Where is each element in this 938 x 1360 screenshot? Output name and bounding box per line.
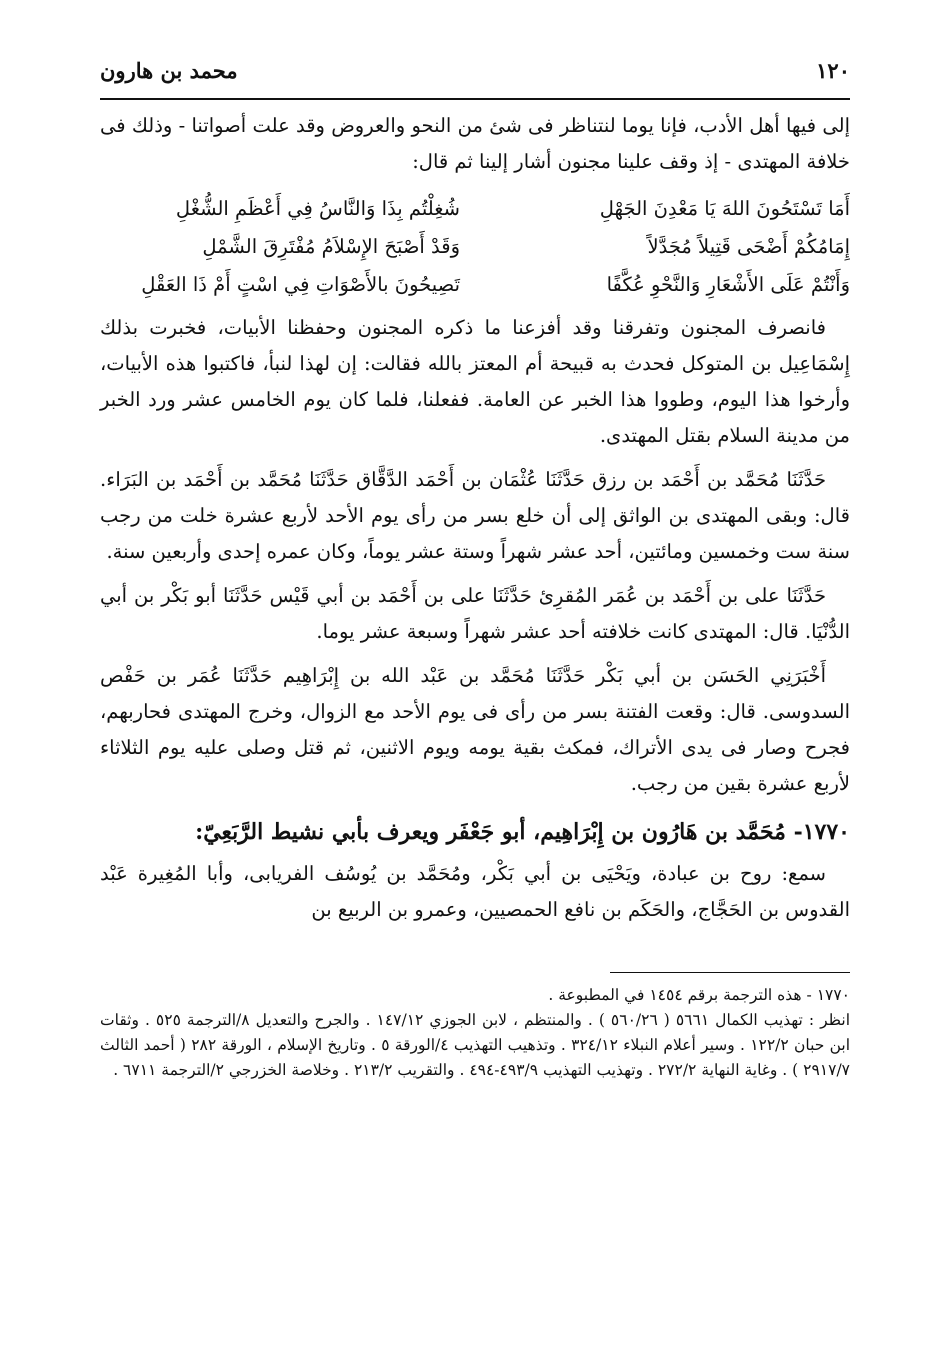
paragraph-4: حَدَّثَنَا على بن أَحْمَد بن عُمَر المُقرِئ حَدَّثَنَا على بن أَحْمَد بن أبي قَيْس حَدَّثَنَا أبو بَكْر بن أبي الدُّنْيَا. قال: المهتدى كانت خلافته أحد عشر شهراً وسبعة عشر يوما. <box>100 584 850 643</box>
poem-verse <box>100 228 850 266</box>
entry-title: ١٧٧٠- مُحَمَّد بن هَارُون بن إِبْرَاهِيم، أبو جَعْفَر ويعرف بأبي نشيط الرَّبَعِيّ: <box>195 819 850 845</box>
header-rule <box>100 98 850 100</box>
verse-first-hemistich: أَمَا تَسْتَحُونَ اللهَ يَا مَعْدِنَ الجَهْلِ <box>599 197 850 220</box>
running-title: محمد بن هارون <box>100 58 238 83</box>
verse-first-hemistich: إِمَامُكُمْ أَضْحَى قَتِيلاً مُجَدَّلاً <box>647 235 850 258</box>
poem-verse <box>100 190 850 228</box>
page-number: ١٢٠ <box>816 58 850 83</box>
paragraph-3: حَدَّثَنَا مُحَمَّد بن أَحْمَد بن رزق حَدَّثَنَا عُثْمَان بن أَحْمَد الدَّقَّاق حَدَّثَنَا مُحَمَّد بن أَحْمَد بن البَرَاء. قال: وبقى المهتدى بن الواثق إلى أن خلع بسر من رأى يوم الأحد لأربع عشرة خلت من رجب سنة ست وخمسين ومائتين، أحد عشر شهراً وستة عشر يوماً، وكان عمره إحدى وأربعين سنة. <box>100 468 850 563</box>
paragraph-1: إلى فيها أهل الأدب، فإنا يوما لنتناظر فى شئ من النحو والعروض وقد علت أصواتنا - وذلك فى خلافة المهتدى - إذ وقف علينا مجنون أشار إلينا ثم قال: <box>100 114 850 173</box>
verse-second-hemistich: وَقَدْ أَصْبَحَ الإِسْلاَمُ مُفْتَرِقَ الشَّمْلِ <box>202 235 460 258</box>
verse-second-hemistich: شُغِلْتُم بِذَا وَالنَّاسُ فِي أَعْظَمِ الشُّغْلِ <box>175 197 460 220</box>
footnote-2: انظر : تهذيب الكمال ٥٦٦١ ( ٥٦٠/٢٦ ) . والمنتظم ، لابن الجوزي ١٤٧/١٢ . والجرح والتعديل ٨/الترجمة ٥٢٥ . وثقات ابن حبان ١٢٢/٢ . وسير أعلام النبلاء ٣٢٤/١٢ . وتذهيب التهذيب ٤/الورقة ٥ . وتاريخ الإسلام ، الورقة ٢٨٢ ( أحمد الثالث ٢٩١٧/٧ ) . وغاية النهاية ٢٧٢/٢ . وتهذيب التهذيب ٤٩٣/٩-٤٩٤ . والتقريب ٢١٣/٢ . وخلاصة الخزرجي ٢/الترجمة ٦٧١١ . <box>100 1011 851 1079</box>
footnote-rule <box>610 972 850 973</box>
poem <box>100 190 850 304</box>
paragraph-2: فانصرف المجنون وتفرقنا وقد أفزعنا ما ذكره المجنون وحفظنا الأبيات، فخبرت بذلك إِسْمَاعِيل بن المتوكل فحدث به قبيحة أم المعتز بالله فقالت: إن لهذا لنبأ، فاكتبوا هذه الأبيات، وأرخوا هذا اليوم، وطووا هذا الخبر عن العامة. ففعلنا، فلما كان يوم الخامس عشر ورد الخبر من مدينة السلام بقتل المهتدى. <box>100 316 851 447</box>
book-page <box>100 58 850 1083</box>
page-header <box>100 58 850 98</box>
verse-first-hemistich: وَأَنْتُمْ عَلَى الأَشْعَارِ وَالنَّحْوِ عُكَّفًا <box>606 273 850 296</box>
verse-second-hemistich: تَصِيحُونَ بالأَصْوَاتِ فِي اسْتٍ أَمْ ذَا العَقْلِ <box>141 273 460 296</box>
paragraph-6: سمع: روح بن عبادة، ويَحْيَى بن أبي بَكْر، ومُحَمَّد بن يُوسُف الفريابى، وأبا المُغِيرة عَبْد القدوس بن الحَجَّاج، والحَكَم بن نافع الحمصيين، وعمرو بن الربيع بن <box>100 862 850 921</box>
footnote-1: ١٧٧٠ - هذه الترجمة برقم ١٤٥٤ في المطبوعة . <box>548 986 850 1004</box>
poem-verse <box>100 266 850 304</box>
paragraph-5: أَخْبَرَنِي الحَسَن بن أبي بَكْر حَدَّثَنَا مُحَمَّد بن عَبْد الله بن إِبْرَاهِيم حَدَّثَنَا عُمَر بن حَفْص السدوسى. قال: وقعت الفتنة بسر من رأى فى يوم الأحد مع الزوال، وخرج المهتدى فحاربهم، فجرح وصار فى يدى الأتراك، فمكث بقية يومه ويوم الاثنين، ثم قتل وصلى عليه يوم الثلاثاء لأربع عشرة بقين من رجب. <box>100 664 850 795</box>
